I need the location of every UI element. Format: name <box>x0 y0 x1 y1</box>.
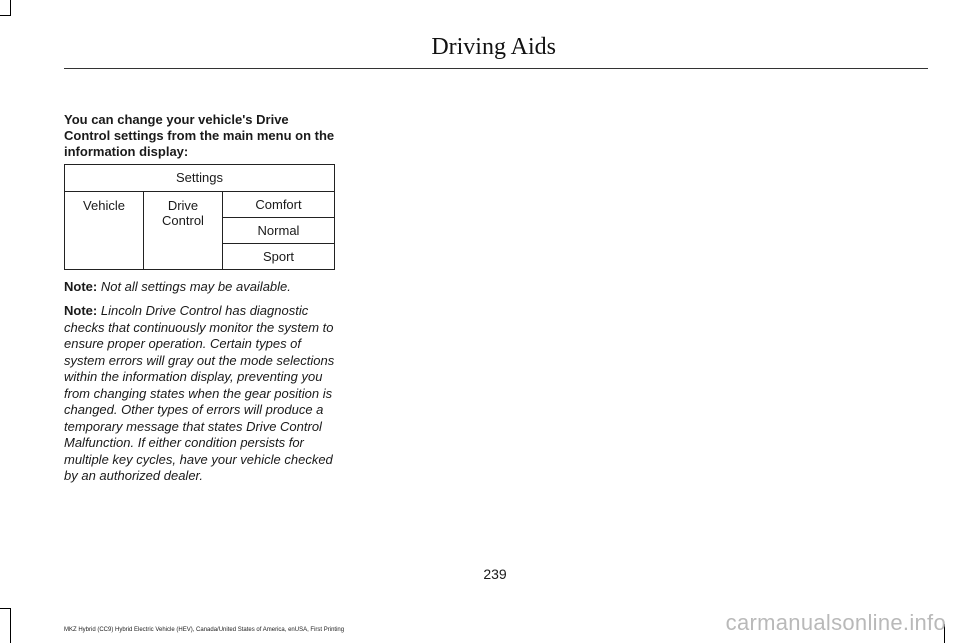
table-cell-drive-control <box>144 192 223 270</box>
crop-mark-top-left-vertical <box>10 0 11 16</box>
drive-control-line-2: Control <box>162 213 204 228</box>
note-label: Note: <box>64 279 98 294</box>
table-cell-option-sport: Sport <box>223 244 335 270</box>
drive-control-line-1: Drive <box>167 198 199 213</box>
watermark: carmanualsonline.info <box>725 610 946 635</box>
page-number: 239 <box>483 566 507 582</box>
note-text: Lincoln Drive Control has diagnostic checks that continuously monitor the system to ensure proper operation. Certain types of system errors will gray out the mode selections within the information display, preventing you from changing states when the gear position is changed. Other types of errors will produce a temporary message that states Drive Control Malfunction. If either condition persists for multiple key cycles, have your vehicle checked by an authorized dealer. <box>64 303 335 483</box>
table-cell-option-normal: Normal <box>223 218 335 244</box>
crop-mark-bottom-left-vertical <box>10 608 11 643</box>
note-settings-availability <box>64 279 338 296</box>
footer-text: MKZ Hybrid (CC9) Hybrid Electric Vehicle (HEV), Canada/United States of America, enUSA, First Printing <box>64 627 345 633</box>
header-rule <box>64 68 928 69</box>
section-title: Driving Aids <box>431 34 556 60</box>
settings-table <box>64 164 335 270</box>
table-cell-option-comfort: Comfort <box>223 192 335 218</box>
note-diagnostic-checks <box>64 303 338 485</box>
note-text: Not all settings may be available. <box>100 279 291 294</box>
table-heading: Settings <box>65 165 335 192</box>
table-cell-vehicle: Vehicle <box>65 192 144 270</box>
crop-mark-bottom-left-horizontal <box>0 608 11 609</box>
intro-text: You can change your vehicle's Drive Control settings from the main menu on the information display: <box>64 112 335 159</box>
note-label: Note: <box>64 303 98 318</box>
crop-mark-top-left-horizontal <box>0 15 11 16</box>
